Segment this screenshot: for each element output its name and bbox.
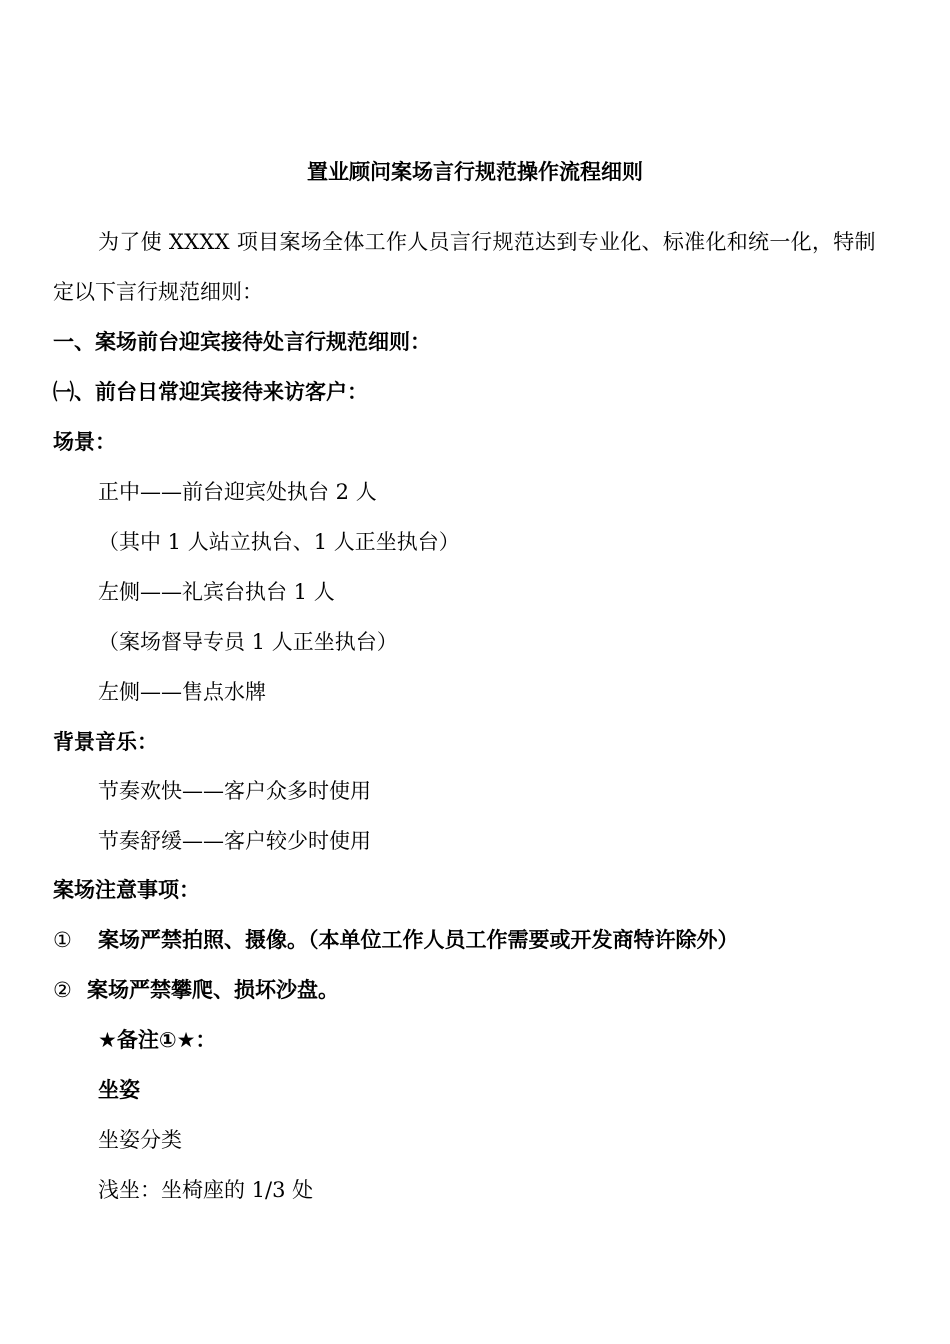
scene-label: 场景： <box>53 430 116 454</box>
document-title: 置业顾问案场言行规范操作流程细则 <box>307 160 643 184</box>
note-marker: ② <box>53 978 72 1002</box>
note-text: 案场严禁攀爬、损坏沙盘。 <box>87 978 339 1002</box>
scene-item: 正中——前台迎宾处执台 2 人 <box>98 480 377 504</box>
intro-line-2: 定以下言行规范细则： <box>53 280 263 304</box>
scene-item: 左侧——礼宾台执台 1 人 <box>98 580 335 604</box>
notes-label: 案场注意事项： <box>53 878 200 902</box>
music-item: 节奏舒缓——客户较少时使用 <box>98 829 371 853</box>
remark-label: ★备注①★： <box>98 1028 217 1052</box>
music-label: 背景音乐： <box>53 730 158 754</box>
scene-item: （其中 1 人站立执台、1 人正坐执台） <box>98 530 460 554</box>
scene-item: （案场督导专员 1 人正坐执台） <box>98 630 398 654</box>
scene-item: 左侧——售点水牌 <box>98 680 266 704</box>
subsection-heading-1: ㈠、前台日常迎宾接待来访客户： <box>53 380 368 404</box>
posture-heading: 坐姿 <box>98 1078 140 1102</box>
intro-line-1: 为了使 XXXX 项目案场全体工作人员言行规范达到专业化、标准化和统一化，特制 <box>98 230 876 254</box>
music-item: 节奏欢快——客户众多时使用 <box>98 779 371 803</box>
posture-item: 浅坐：坐椅座的 1/3 处 <box>98 1178 314 1202</box>
posture-subheading: 坐姿分类 <box>98 1128 182 1152</box>
section-heading-1: 一、案场前台迎宾接待处言行规范细则： <box>53 330 431 354</box>
note-text: 案场严禁拍照、摄像。（本单位工作人员工作需要或开发商特许除外） <box>98 928 739 952</box>
note-marker: ① <box>53 928 72 952</box>
